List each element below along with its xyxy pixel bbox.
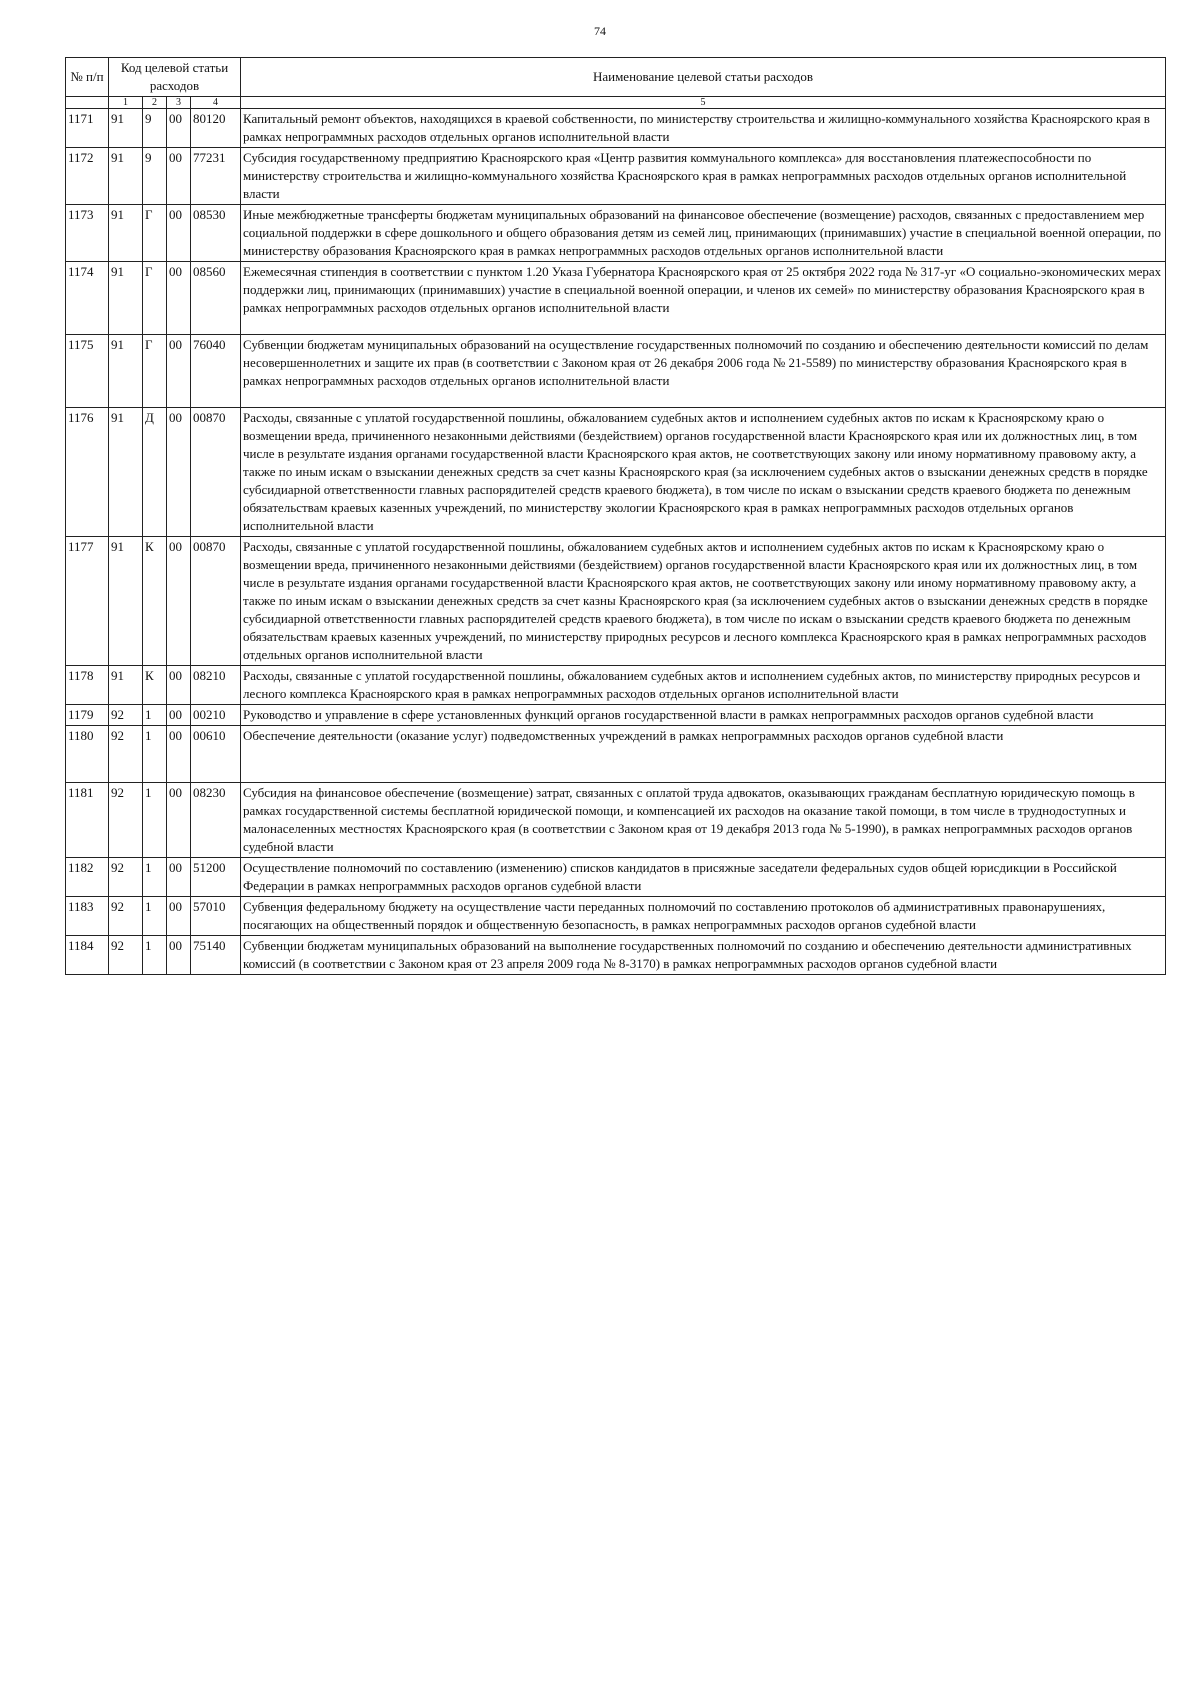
code-part-1: 92 [109, 726, 143, 783]
table-row [66, 148, 1166, 205]
row-number: 1173 [66, 205, 109, 262]
header-code: Код целевой статьи расходов [109, 58, 241, 97]
code-part-2: 1 [143, 897, 167, 936]
budget-items-table [65, 57, 1166, 975]
code-part-4: 00610 [191, 726, 241, 783]
code-part-2: Г [143, 262, 167, 335]
column-number-cell: 5 [241, 97, 1166, 109]
row-number: 1180 [66, 726, 109, 783]
code-part-3: 00 [167, 858, 191, 897]
item-name: Расходы, связанные с уплатой государственной пошлины, обжалованием судебных актов и исполнением судебных актов по искам к Красноярскому краю о возмещении вреда, причиненного незаконными действиями (бездействием) органов государственной власти Красноярского края или их должностных лиц, в том числе в результате издания органами государственной власти Красноярского края актов, не соответствующих закону или иному нормативному правовому акту, а также по иным искам о взыскании денежных средств за счет казны Красноярского края (за исключением судебных актов о взыскании денежных средств в порядке субсидиарной ответственности главных распорядителей средств краевого бюджета), в том числе по искам о взыскании средств краевого бюджета по денежным обязательствам краевых казенных учреждений, по министерству природных ресурсов и лесного комплекса Красноярского края в рамках непрограммных расходов отдельных органов исполнительной власти [241, 537, 1166, 666]
column-number-cell: 3 [167, 97, 191, 109]
page-number: 74 [594, 24, 606, 38]
code-part-1: 92 [109, 705, 143, 726]
header-number: № п/п [66, 58, 109, 97]
row-number: 1175 [66, 335, 109, 408]
code-part-1: 91 [109, 109, 143, 148]
code-part-3: 00 [167, 783, 191, 858]
code-part-4: 80120 [191, 109, 241, 148]
table-row [66, 726, 1166, 783]
code-part-3: 00 [167, 262, 191, 335]
code-part-2: 1 [143, 705, 167, 726]
code-part-1: 91 [109, 335, 143, 408]
code-part-2: Д [143, 408, 167, 537]
code-part-2: 9 [143, 109, 167, 148]
row-number: 1174 [66, 262, 109, 335]
row-number: 1183 [66, 897, 109, 936]
code-part-2: 1 [143, 783, 167, 858]
header-item-name: Наименование целевой статьи расходов [241, 58, 1166, 97]
code-part-1: 91 [109, 537, 143, 666]
code-part-3: 00 [167, 205, 191, 262]
row-number: 1172 [66, 148, 109, 205]
code-part-2: 1 [143, 936, 167, 975]
code-part-4: 76040 [191, 335, 241, 408]
code-part-1: 91 [109, 262, 143, 335]
code-part-2: 1 [143, 858, 167, 897]
item-name: Иные межбюджетные трансферты бюджетам муниципальных образований на финансовое обеспечение (возмещение) расходов, связанных с предоставлением мер социальной поддержки в сфере дошкольного и общего образования детям из семей лиц, принимающих (принимавших) участие в специальной военной операции, по министерству образования Красноярского края в рамках непрограммных расходов отдельных органов исполнительной власти [241, 205, 1166, 262]
table-row [66, 936, 1166, 975]
code-part-3: 00 [167, 897, 191, 936]
item-name: Осуществление полномочий по составлению (изменению) списков кандидатов в присяжные заседатели федеральных судов общей юрисдикции в Российской Федерации в рамках непрограммных расходов органов судебной власти [241, 858, 1166, 897]
row-number: 1182 [66, 858, 109, 897]
code-part-4: 08560 [191, 262, 241, 335]
code-part-1: 91 [109, 408, 143, 537]
code-part-4: 75140 [191, 936, 241, 975]
code-part-4: 00210 [191, 705, 241, 726]
table-row [66, 262, 1166, 335]
row-number: 1181 [66, 783, 109, 858]
table-row [66, 858, 1166, 897]
code-part-3: 00 [167, 666, 191, 705]
code-part-3: 00 [167, 148, 191, 205]
code-part-3: 00 [167, 936, 191, 975]
item-name: Субсидия на финансовое обеспечение (возмещение) затрат, связанных с оплатой труда адвокатов, оказывающих гражданам бесплатную юридическую помощь в рамках государственной системы бесплатной юридической помощи, и компенсацией их расходов на оказание такой помощи, в том числе в труднодоступных и малонаселенных местностях Красноярского края (в соответствии с Законом края от 19 декабря 2013 года № 5-1990), в рамках непрограммных расходов органов судебной власти [241, 783, 1166, 858]
code-part-2: 9 [143, 148, 167, 205]
table-row [66, 205, 1166, 262]
table-header-row [66, 58, 1166, 97]
code-part-4: 00870 [191, 408, 241, 537]
code-part-3: 00 [167, 705, 191, 726]
code-part-2: Г [143, 205, 167, 262]
code-part-1: 91 [109, 205, 143, 262]
table-row [66, 897, 1166, 936]
table-row [66, 109, 1166, 148]
row-number: 1179 [66, 705, 109, 726]
code-part-1: 92 [109, 858, 143, 897]
row-number: 1177 [66, 537, 109, 666]
column-number-cell: 2 [143, 97, 167, 109]
code-part-4: 77231 [191, 148, 241, 205]
item-name: Расходы, связанные с уплатой государственной пошлины, обжалованием судебных актов и исполнением судебных актов, по министерству природных ресурсов и лесного комплекса Красноярского края в рамках непрограммных расходов отдельных органов исполнительной власти [241, 666, 1166, 705]
code-part-3: 00 [167, 109, 191, 148]
item-name: Субвенция федеральному бюджету на осуществление части переданных полномочий по составлению протоколов об административных правонарушениях, посягающих на общественный порядок и общественную безопасность, в рамках непрограммных расходов органов судебной власти [241, 897, 1166, 936]
table-row [66, 666, 1166, 705]
code-part-4: 08530 [191, 205, 241, 262]
table-row [66, 335, 1166, 408]
table-row [66, 783, 1166, 858]
table-row [66, 537, 1166, 666]
row-number: 1171 [66, 109, 109, 148]
code-part-1: 91 [109, 148, 143, 205]
table-row [66, 408, 1166, 537]
code-part-1: 91 [109, 666, 143, 705]
code-part-4: 08230 [191, 783, 241, 858]
code-part-3: 00 [167, 726, 191, 783]
row-number: 1176 [66, 408, 109, 537]
row-number: 1178 [66, 666, 109, 705]
code-part-2: К [143, 537, 167, 666]
item-name: Руководство и управление в сфере установленных функций органов государственной власти в рамках непрограммных расходов органов судебной власти [241, 705, 1166, 726]
code-part-1: 92 [109, 936, 143, 975]
item-name: Ежемесячная стипендия в соответствии с пунктом 1.20 Указа Губернатора Красноярского края от 25 октября 2022 года № 317-уг «О социально-экономических мерах поддержки лиц, принимающих (принимавших) участие в специальной военной операции, и членов их семей» по министерству образования Красноярского края в рамках непрограммных расходов отдельных органов исполнительной власти [241, 262, 1166, 335]
code-part-4: 08210 [191, 666, 241, 705]
code-part-1: 92 [109, 897, 143, 936]
item-name: Капитальный ремонт объектов, находящихся в краевой собственности, по министерству строительства и жилищно-коммунального хозяйства Красноярского края в рамках непрограммных расходов отдельных органов исполнительной власти [241, 109, 1166, 148]
code-part-3: 00 [167, 335, 191, 408]
table-row [66, 705, 1166, 726]
code-part-3: 00 [167, 537, 191, 666]
code-part-4: 00870 [191, 537, 241, 666]
item-name: Субвенции бюджетам муниципальных образований на выполнение государственных полномочий по созданию и обеспечению деятельности административных комиссий (в соответствии с Законом края от 23 апреля 2009 года № 8-3170) в рамках непрограммных расходов органов судебной власти [241, 936, 1166, 975]
item-name: Расходы, связанные с уплатой государственной пошлины, обжалованием судебных актов и исполнением судебных актов по искам к Красноярскому краю о возмещении вреда, причиненного незаконными действиями (бездействием) органов государственной власти Красноярского края или их должностных лиц, в том числе в результате издания органами государственной власти Красноярского края актов, не соответствующих закону или иному нормативному правовому акту, а также по иным искам о взыскании денежных средств за счет казны Красноярского края (за исключением судебных актов о взыскании денежных средств в порядке субсидиарной ответственности главных распорядителей средств краевого бюджета), в том числе по искам о взыскании средств краевого бюджета по денежным обязательствам краевых казенных учреждений, по министерству экологии Красноярского края в рамках непрограммных расходов отдельных органов исполнительной власти [241, 408, 1166, 537]
code-part-1: 92 [109, 783, 143, 858]
code-part-3: 00 [167, 408, 191, 537]
item-name: Субвенции бюджетам муниципальных образований на осуществление государственных полномочий по созданию и обеспечению деятельности комиссий по делам несовершеннолетних и защите их прав (в соответствии с Законом края от 26 декабря 2006 года № 21-5589) по министерству образования Красноярского края в рамках непрограммных расходов отдельных органов исполнительной власти [241, 335, 1166, 408]
code-part-2: К [143, 666, 167, 705]
row-number: 1184 [66, 936, 109, 975]
item-name: Субсидия государственному предприятию Красноярского края «Центр развития коммунального комплекса» для восстановления платежеспособности по министерству строительства и жилищно-коммунального хозяйства Красноярского края в рамках непрограммных расходов отдельных органов исполнительной власти [241, 148, 1166, 205]
code-part-4: 57010 [191, 897, 241, 936]
item-name: Обеспечение деятельности (оказание услуг) подведомственных учреждений в рамках непрограммных расходов органов судебной власти [241, 726, 1166, 783]
code-part-2: Г [143, 335, 167, 408]
column-number-cell: 1 [109, 97, 143, 109]
column-number-row [66, 97, 1166, 109]
column-number-cell: 4 [191, 97, 241, 109]
code-part-4: 51200 [191, 858, 241, 897]
column-number-cell [66, 97, 109, 109]
code-part-2: 1 [143, 726, 167, 783]
